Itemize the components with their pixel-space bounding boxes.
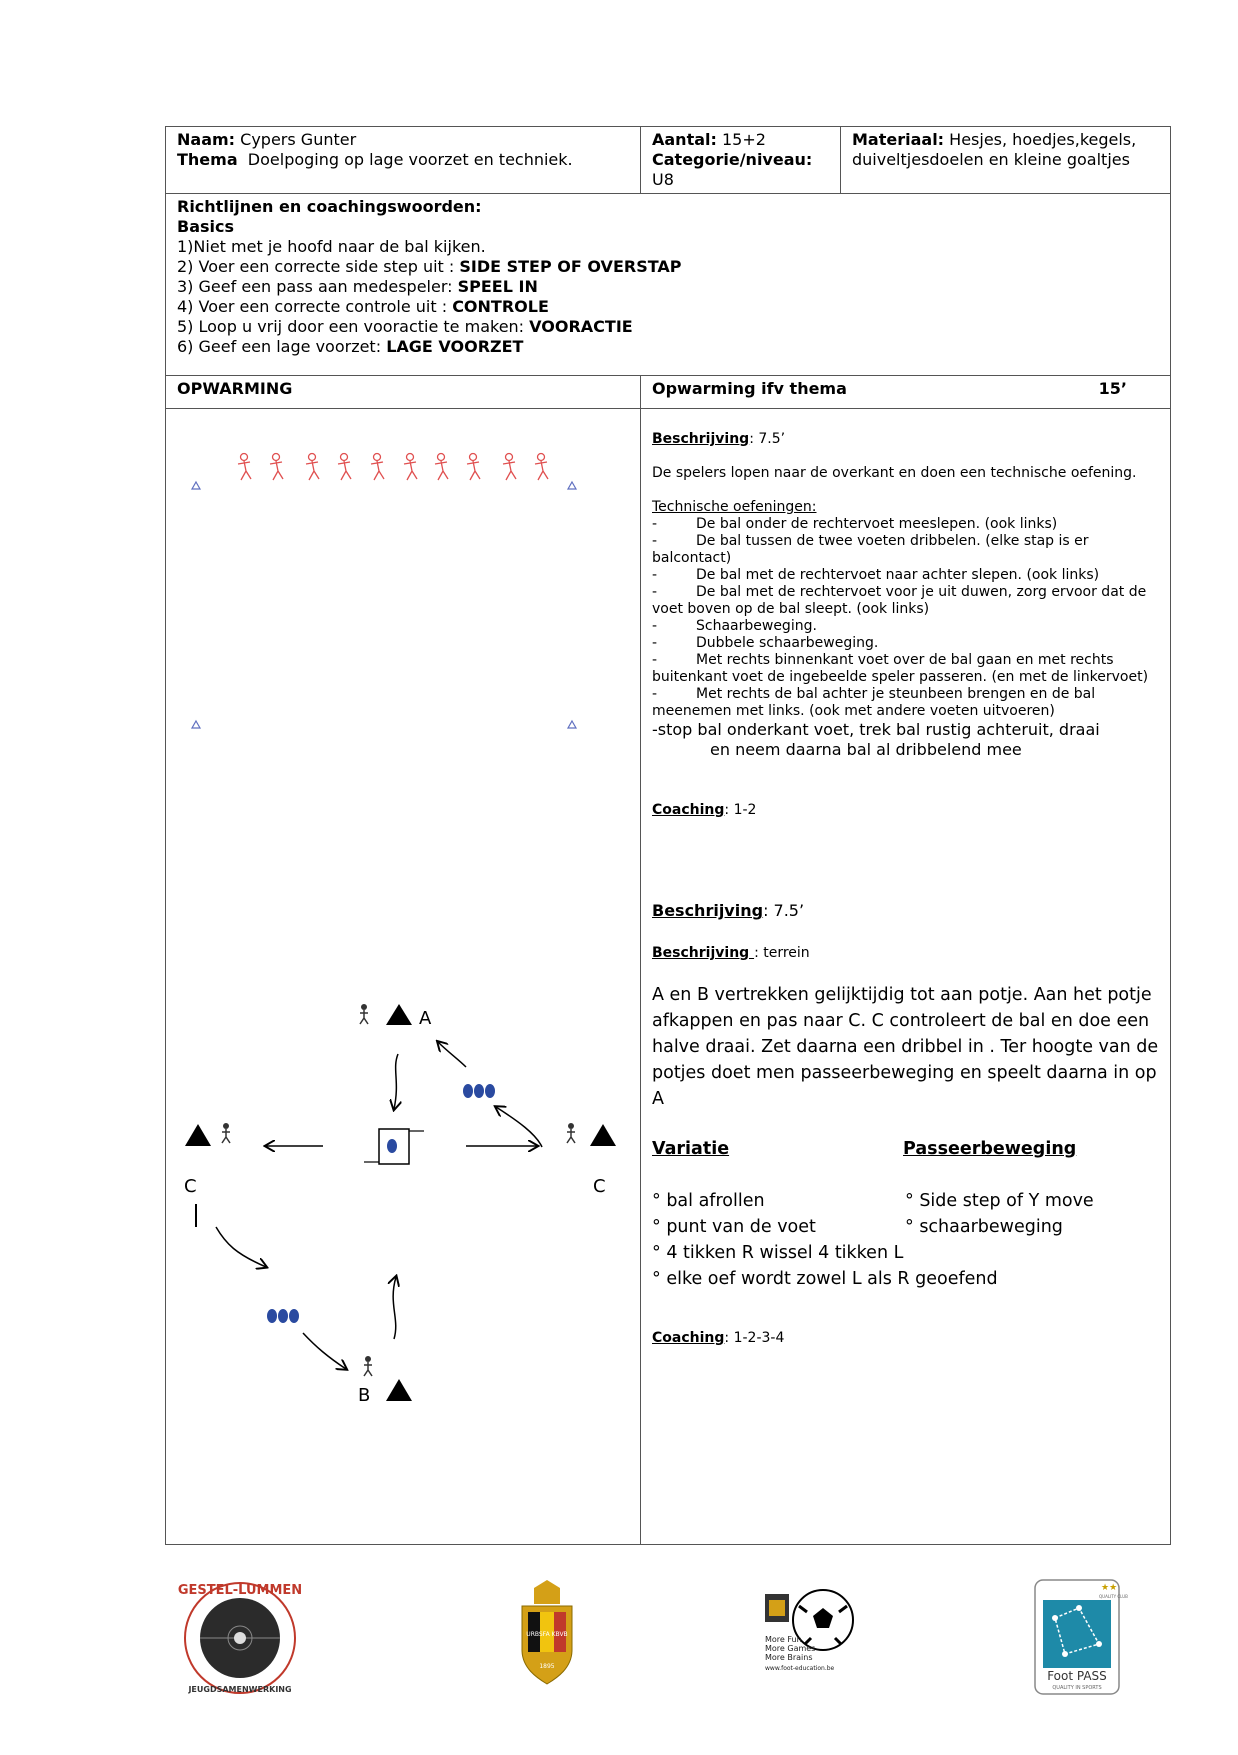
part2-beschrijving-value: : 7.5’ <box>763 901 805 920</box>
exercise-text: Met rechts de bal achter je steunbeen brengen en de bal meenemen met links. (ook met andere voeten uitvoeren) <box>652 686 1096 719</box>
session-sheet <box>165 126 1170 1545</box>
exercise-item <box>652 567 1159 584</box>
part2-terrein-label: Beschrijving <box>652 945 755 961</box>
exercise-item <box>652 516 1159 533</box>
player-a-icon <box>360 1004 368 1024</box>
aantal-value: 15+2 <box>722 130 766 149</box>
thema-value: Doelpoging op lage voorzet en techniek. <box>247 150 573 169</box>
cone-bottom-left <box>192 721 200 728</box>
part1-coaching-value: : 1-2 <box>724 802 757 818</box>
guidelines-title: Richtlijnen en coachingswoorden: <box>177 197 482 216</box>
guideline-keyword: SPEEL IN <box>457 277 538 296</box>
exercise-text: De bal tussen de twee voeten dribbelen. (elke stap is er balcontact) <box>652 533 1089 566</box>
player-icon <box>338 454 351 481</box>
categorie-value: U8 <box>652 170 674 189</box>
section-header-row <box>166 376 1171 409</box>
materiaal-label: Materiaal: <box>852 130 945 149</box>
footpass-name: Foot PASS <box>1047 1669 1107 1683</box>
gestel-top-text: GESTEL-LUMMEN <box>177 1583 303 1598</box>
exercise-text: Dubbele schaarbeweging. <box>696 635 879 651</box>
part2-coaching-label: Coaching <box>652 1330 725 1346</box>
part2-beschrijving-label: Beschrijving <box>652 901 764 920</box>
exercise-item <box>652 584 1159 618</box>
player-icon <box>238 454 251 481</box>
session-table <box>165 126 1171 1545</box>
naam-label: Naam: <box>177 130 236 149</box>
technical-exercises-list <box>652 516 1159 720</box>
guideline-keyword: LAGE VOORZET <box>386 337 524 356</box>
gestel-lummen-logo <box>178 1583 302 1694</box>
header-row <box>166 127 1171 194</box>
content-row <box>166 409 1171 1545</box>
guideline-item <box>177 317 1159 337</box>
guidelines-subtitle: Basics <box>177 217 235 236</box>
exercise-item <box>652 618 1159 635</box>
footpass-sub: QUALITY IN SPORTS <box>1052 1685 1102 1691</box>
foot-education-logo <box>765 1590 853 1672</box>
naam-value: Cypers Gunter <box>240 130 357 149</box>
exercise-dash: - <box>652 618 658 634</box>
exercise-text: Schaarbeweging. <box>696 618 817 634</box>
part1-intro: De spelers lopen naar de overkant en doen een technische oefening. <box>652 465 1137 481</box>
cone-top-left <box>192 482 200 489</box>
drill-diagrams <box>166 409 645 1544</box>
logo-strip <box>0 1578 1238 1698</box>
variatie-item: ° bal afrollen <box>652 1191 765 1211</box>
player-b-icon <box>364 1356 372 1376</box>
exercise-dash: - <box>652 567 658 583</box>
exercise-text: De bal met de rechtervoet voor je uit duwen, zorg ervoor dat de voet boven op de bal sleept. (ook links) <box>652 584 1147 617</box>
guideline-keyword: VOORACTIE <box>529 317 633 336</box>
exercise-dash: - <box>652 533 658 549</box>
variatie-item: ° punt van de voet <box>652 1217 816 1237</box>
player-icon <box>435 454 448 481</box>
variatie-label: Variatie <box>652 1139 730 1159</box>
foot-edu-url: www.foot-education.be <box>765 1665 835 1672</box>
exercise-dash: - <box>652 516 658 532</box>
exercise-dash: - <box>652 652 658 668</box>
footpass-top: QUALITY CLUB <box>1099 1594 1128 1599</box>
categorie-label: Categorie/niveau: <box>652 150 813 169</box>
exercise-item <box>652 635 1159 652</box>
exercise-text: De bal onder de rechtervoet meeslepen. (ook links) <box>696 516 1058 532</box>
name-theme-cell <box>166 127 641 194</box>
footpass-stars: ★★ <box>1101 1583 1118 1593</box>
player-c-left-icon <box>222 1123 230 1143</box>
player-icon <box>404 454 417 481</box>
player-icon <box>535 454 548 481</box>
materiaal-cell <box>841 127 1171 194</box>
passeerbeweging-item: ° schaarbeweging <box>905 1217 1063 1237</box>
guideline-keyword: CONTROLE <box>452 297 549 316</box>
foot-edu-line-2: More Games <box>765 1644 816 1653</box>
technical-exercises-label: Technische oefeningen: <box>652 499 817 515</box>
guideline-text: 2) Voer een correcte side step uit : <box>177 257 460 276</box>
part1-coaching-label: Coaching <box>652 802 725 818</box>
player-icon <box>371 454 384 481</box>
opwarming-theme-cell <box>641 376 1171 409</box>
foot-edu-line-1: More Fun <box>765 1635 802 1644</box>
player-icon <box>467 454 480 481</box>
label-b: B <box>358 1385 371 1406</box>
guideline-item <box>177 337 1159 357</box>
player-icon <box>306 454 319 481</box>
part2-description: A en B vertrekken gelijktijdig tot aan potje. Aan het potje afkappen en pas naar C. C controleert de bal en doe een halve draai. Zet daarna een dribbel in . Ter hoogte van de potjes doet men passeerbeweging en speelt daarna in op A <box>652 985 1159 1109</box>
foot-edu-line-3: More Brains <box>765 1653 813 1662</box>
opwarming-title: OPWARMING <box>166 376 641 409</box>
thema-label: Thema <box>177 150 238 169</box>
footer-logos <box>0 1578 1238 1698</box>
players-row <box>238 454 548 481</box>
materiaal-value: Hesjes, hoedjes,kegels, duiveltjesdoelen en kleine goaltjes <box>852 130 1137 169</box>
guideline-text: 3) Geef een pass aan medespeler: <box>177 277 458 296</box>
part1-extra-line2: en neem daarna bal al dribbelend mee <box>710 740 1022 759</box>
cone-bottom-right <box>568 721 576 728</box>
exercise-item <box>652 652 1159 686</box>
exercise-dash: - <box>652 584 658 600</box>
exercise-dash: - <box>652 635 658 651</box>
cone-c-left <box>185 1124 211 1146</box>
passeerbeweging-list <box>905 1188 1094 1240</box>
guideline-text: 6) Geef een lage voorzet: <box>177 337 387 356</box>
guideline-text: 4) Voer een correcte controle uit : <box>177 297 453 316</box>
cone-a <box>386 1004 412 1025</box>
variatie-item: ° elke oef wordt zowel L als R geoefend <box>652 1269 998 1289</box>
diagram-area <box>166 409 640 1544</box>
guidelines-list <box>177 237 1159 357</box>
belgium-year: 1895 <box>539 1663 555 1670</box>
label-a: A <box>419 1008 432 1029</box>
exercise-item <box>652 533 1159 567</box>
aantal-cell <box>641 127 841 194</box>
diagram-cell <box>166 409 641 1545</box>
guideline-item <box>177 297 1159 317</box>
player-icon <box>270 454 283 481</box>
balls-bottom-left <box>267 1309 299 1323</box>
guideline-keyword: SIDE STEP OF OVERSTAP <box>459 257 682 276</box>
player-icon <box>503 454 516 481</box>
exercise-item <box>652 686 1159 720</box>
exercise-text: De bal met de rechtervoet naar achter slepen. (ook links) <box>696 567 1100 583</box>
guidelines-row <box>166 194 1171 376</box>
gestel-bottom-text: JEUGDSAMENWERKING <box>188 1685 292 1694</box>
opwarming-duration: 15’ <box>1098 379 1127 398</box>
exercise-dash: - <box>652 686 658 702</box>
guideline-item <box>177 257 1159 277</box>
label-c-left: C <box>184 1176 197 1197</box>
guideline-item <box>177 237 1159 257</box>
guideline-text: 1)Niet met je hoofd naar de bal kijken. <box>177 237 486 256</box>
part1-beschrijving-label: Beschrijving <box>652 431 750 447</box>
description-cell <box>641 409 1171 1545</box>
exercise-text: Met rechts binnenkant voet over de bal gaan en met rechts buitenkant voet de ingebeelde speler passeren. (en met de linkervoet) <box>652 652 1149 685</box>
guideline-item <box>177 277 1159 297</box>
belgium-text: URBSFA KBVB <box>526 1631 568 1638</box>
passeerbeweging-item: ° Side step of Y move <box>905 1191 1094 1211</box>
center-mini-goal <box>364 1129 424 1164</box>
part1-beschrijving-value: : 7.5’ <box>749 431 786 447</box>
guidelines-cell <box>166 194 1171 376</box>
label-c-right: C <box>593 1176 606 1197</box>
passeerbeweging-label: Passeerbeweging <box>903 1139 1077 1159</box>
part2-terrein-value: : terrein <box>754 945 810 961</box>
opwarming-theme-title: Opwarming ifv thema <box>652 379 847 398</box>
variatie-item: ° 4 tikken R wissel 4 tikken L <box>652 1243 904 1263</box>
foot-pass-logo <box>1035 1580 1128 1694</box>
aantal-label: Aantal: <box>652 130 717 149</box>
balls-top-right <box>463 1084 495 1098</box>
player-c-right-icon <box>567 1123 575 1143</box>
guideline-text: 5) Loop u vrij door een vooractie te maken: <box>177 317 530 336</box>
belgian-fa-logo <box>522 1580 572 1684</box>
part2-coaching-value: : 1-2-3-4 <box>724 1330 785 1346</box>
cone-c-right <box>590 1124 616 1146</box>
part1-extra-line1: -stop bal onderkant voet, trek bal rustig achteruit, draai <box>652 720 1100 739</box>
cone-b <box>386 1379 412 1401</box>
cone-top-right <box>568 482 576 489</box>
